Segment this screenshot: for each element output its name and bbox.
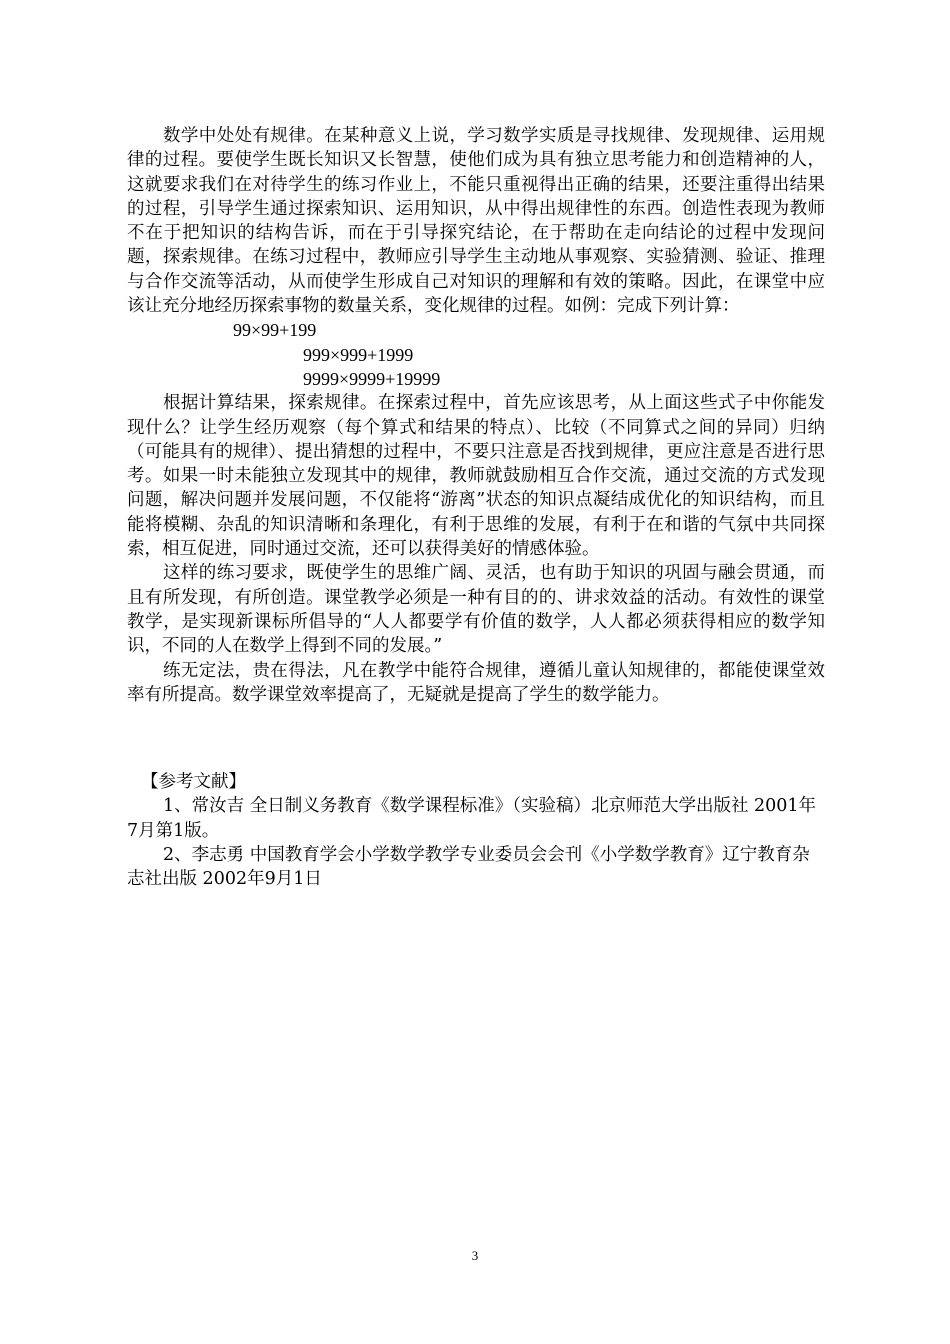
formula-1: 99×99+199 [233, 320, 317, 341]
formula-2: 999×999+1999 [303, 344, 414, 365]
formula-3: 9999×9999+19999 [303, 368, 441, 389]
reference-item-2: 2、李志勇 中国教育学会小学数学教学专业委员会会刊《小学数学教育》辽宁教育杂志社出版 2002年9月1日 [127, 844, 810, 890]
paragraph-4: 练无定法，贵在得法，凡在教学中能符合规律，遵循儿童认知规律的，都能使课堂效率有所提高。数学课堂效率提高了，无疑就是提高了学生的数学能力。 [127, 660, 825, 705]
document-body [127, 124, 825, 707]
page-number: 3 [471, 1248, 479, 1263]
reference-item-1: 1、常汝吉 全日制义务教育《数学课程标准》（实验稿）北京师范大学出版社 2001年7月第1版。 [127, 796, 817, 841]
paragraph-1: 数学中处处有规律。在某种意义上说，学习数学实质是寻找规律、发现规律、运用规律的过程。要使学生既长知识又长智慧，使他们成为具有独立思考能力和创造精神的人，这就要求我们在对待学生的练习作业上，不能只重视得出正确的结果，还要注重得出结果的过程，引导学生通过探索知识、运用知识，从中得出规律性的东西。创造性表现为教师不在于把知识的结构告诉，而在于引导探究结论，在于帮助在走向结论的过程中发现问题，探索规律。在练习过程中，教师应引导学生主动地从事观察、实验猜测、验证、推理与合作交流等活动，从而使学生形成自己对知识的理解和有效的策略。因此，在课堂中应该让充分地经历探索事物的数量关系，变化规律的过程。如例：完成下列计算： [127, 126, 825, 317]
paragraph-3: 这样的练习要求，既使学生的思维广阔、灵活，也有助于知识的巩固与融会贯通，而且有所发现，有所创造。课堂教学必须是一种有目的的、讲求效益的活动。有效性的课堂教学，是实现新课标所倡导的“人人都要学有价值的数学，人人都必须获得相应的数学知识，不同的人在数学上得到不同的发展。” [127, 563, 825, 657]
paragraph-2: 根据计算结果，探索规律。在探索过程中，首先应该思考，从上面这些式子中你能发现什么？让学生经历观察（每个算式和结果的特点）、比较（不同算式之间的异同）归纳（可能具有的规律）、提出猜想的过程中，不要只注意是否找到规律，更应注意是否进行思考。如果一时未能独立发现其中的规律，教师就鼓励相互合作交流，通过交流的方式发现问题，解决问题并发展问题，不仅能将“游离”状态的知识点凝结成优化的知识结构，而且能将模糊、杂乱的知识清晰和条理化，有利于思维的发展，有利于在和谐的气氛中共同探索，相互促进，同时通过交流，还可以获得美好的情感体验。 [127, 393, 825, 560]
references-heading: 【参考文献】 [141, 772, 246, 792]
references-section [127, 770, 825, 891]
